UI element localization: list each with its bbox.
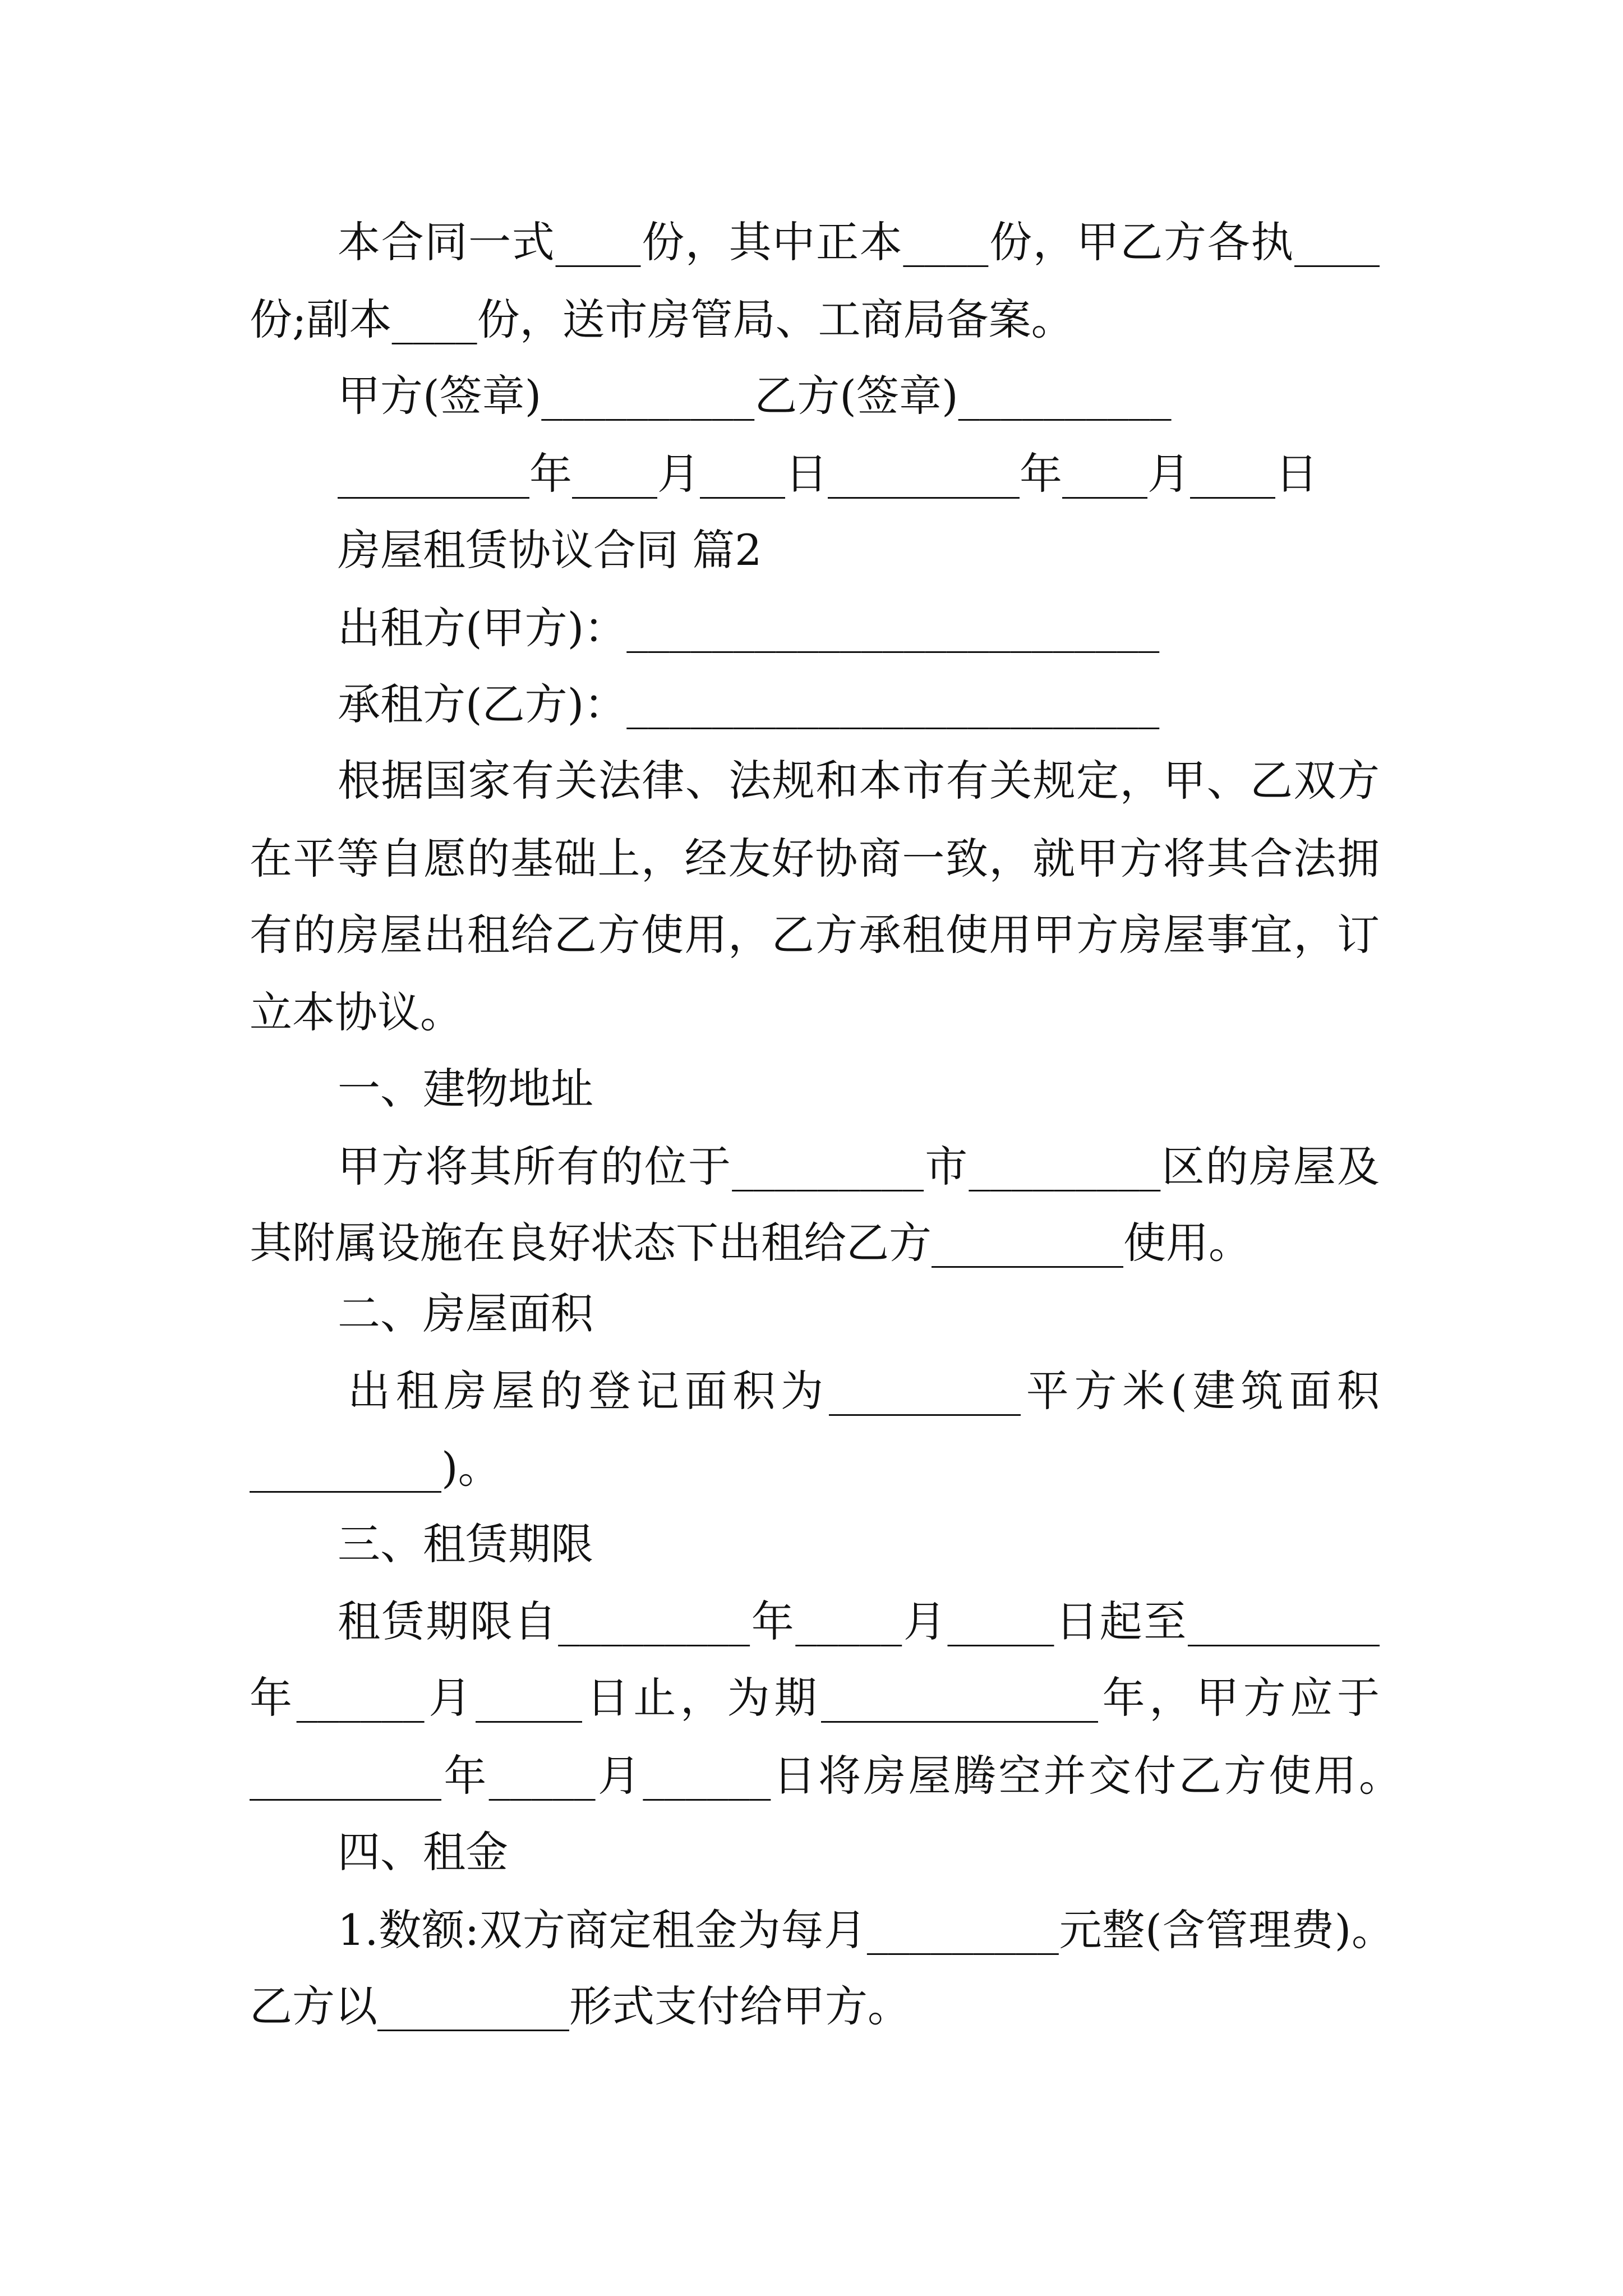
copies-clause-line: 份;副本____份，送市房管局、工商局备案。 [250,295,1074,344]
section-heading-rent: 四、租金 [338,1827,508,1877]
address-clause-line: 其附属设施在良好状态下出租给乙方_________使用。 [250,1218,1251,1268]
lessee-line: 承租方(乙方)：_________________________ [338,679,1160,729]
preamble-line: 立本协议。 [250,987,463,1037]
section-heading-address: 一、建物地址 [338,1064,593,1114]
contract-title: 房屋租赁协议合同 篇2 [338,525,762,575]
preamble-line: 在平等自愿的基础上，经友好协商一致，就甲方将其合法拥 [250,834,1380,884]
preamble-line: 根据国家有关法律、法规和本市有关规定，甲、乙双方 [338,756,1380,806]
section-heading-area: 二、房屋面积 [338,1289,593,1338]
address-clause-line: 甲方将其所有的位于_________市_________区的房屋及 [338,1142,1380,1191]
term-clause-line: 租赁期限自_________年_____月_____日起至_________ [338,1596,1380,1646]
preamble-line: 有的房屋出租给乙方使用，乙方承租使用甲方房屋事宜，订 [250,910,1380,960]
lessor-line: 出租方(甲方)：_________________________ [338,603,1160,653]
section-heading-term: 三、租赁期限 [338,1519,593,1569]
date-line: _________年____月____日_________年____月____日 [338,449,1318,499]
area-clause-line: 出租房屋的登记面积为_________平方米(建筑面积 [348,1366,1380,1416]
signature-line: 甲方(签章)__________乙方(签章)__________ [338,371,1172,421]
copies-clause-line: 本合同一式____份，其中正本____份，甲乙方各执____ [338,217,1380,267]
term-clause-line: _________年_____月______日将房屋腾空并交付乙方使用。 [250,1751,1401,1801]
term-clause-line: 年______月_____日止，为期_____________年，甲方应于 [250,1673,1380,1723]
area-clause-line: _________)。 [250,1443,501,1493]
rent-clause-line: 1.数额:双方商定租金为每月_________元整(含管理费)。 [338,1905,1394,1955]
rent-clause-line: 乙方以_________形式支付给甲方。 [250,1981,910,2031]
